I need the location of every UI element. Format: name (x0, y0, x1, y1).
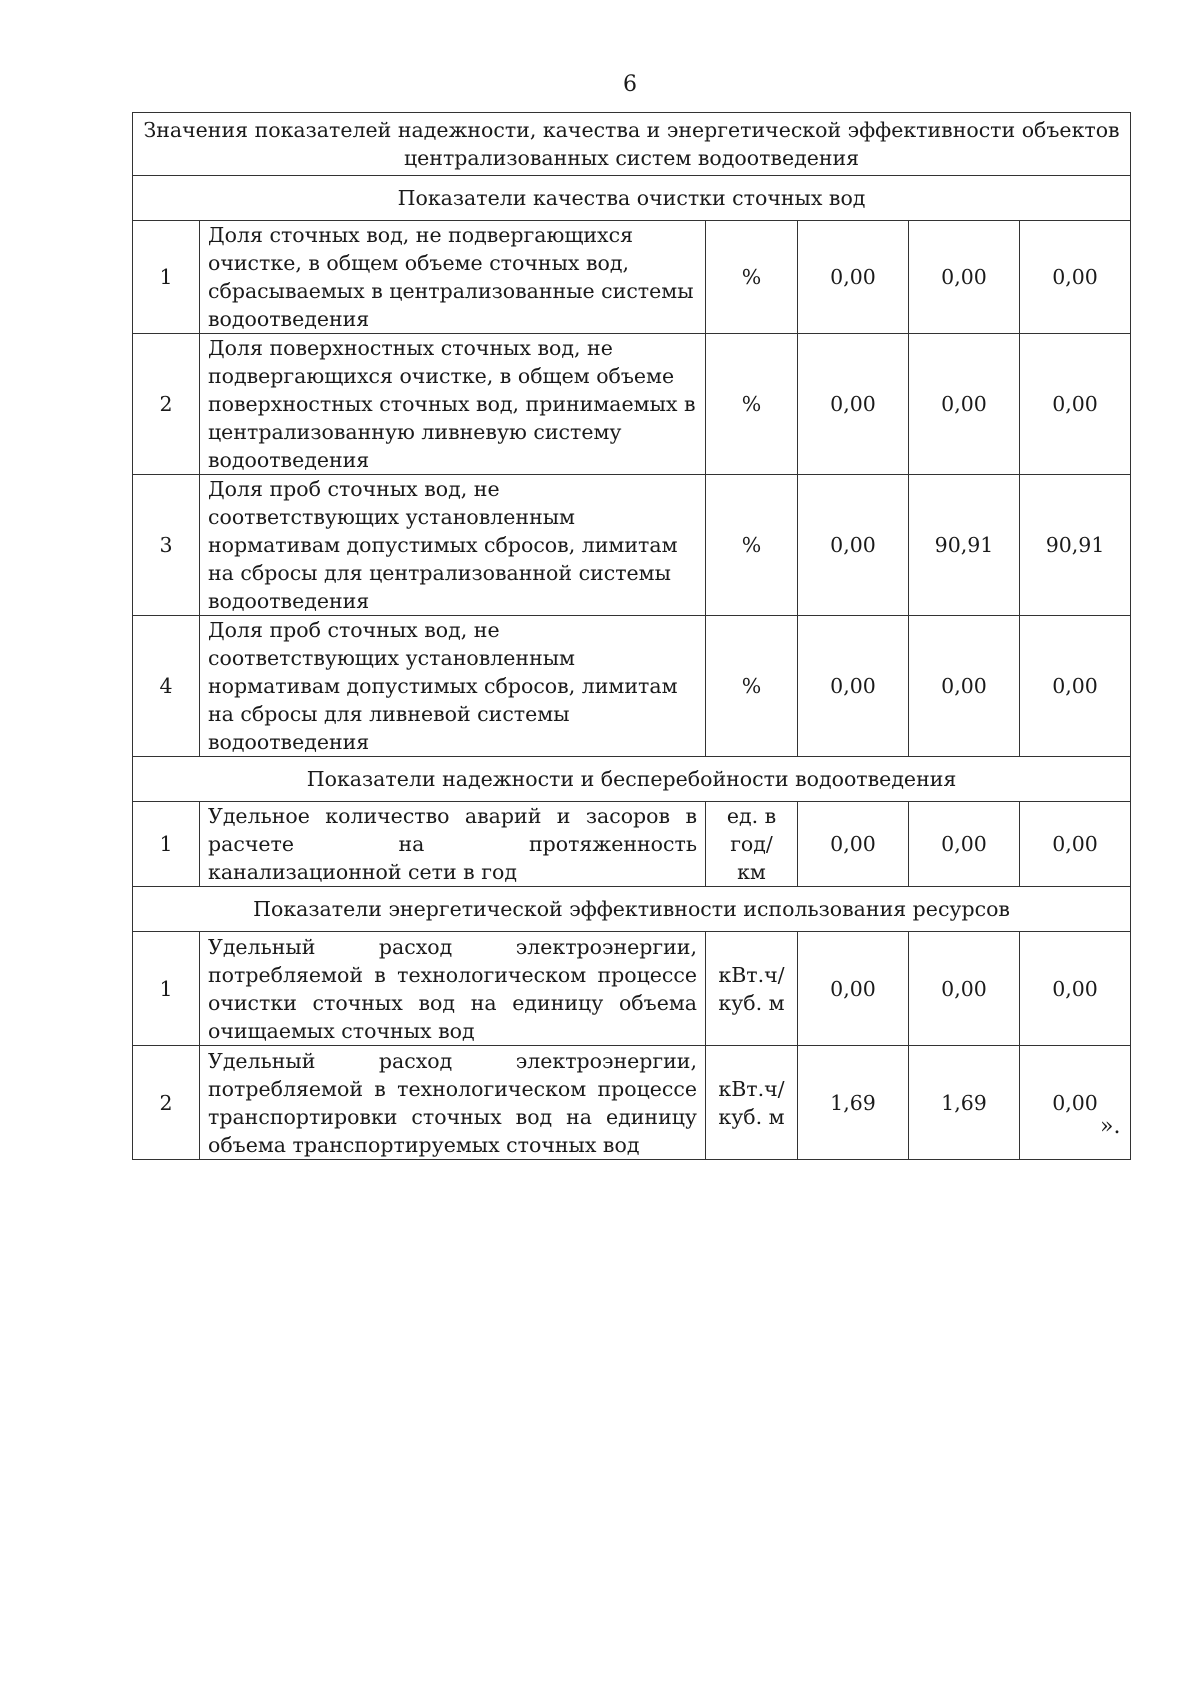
table-title-row (133, 113, 1131, 176)
table-title: Значения показателей надежности, качества и энергетической эффективности объектов централизованных систем водоотведения (133, 113, 1131, 176)
indicator-value-1: 0,00 (798, 616, 909, 757)
row-number: 1 (133, 221, 200, 334)
section-heading-reliability: Показатели надежности и бесперебойности водоотведения (133, 757, 1131, 802)
indicator-name: Доля проб сточных вод, не соответствующих установленным нормативам допустимых сбросов, лимитам на сбросы для ливневой системы водоотведения (200, 616, 706, 757)
section-heading-energy: Показатели энергетической эффективности использования ресурсов (133, 887, 1131, 932)
indicator-unit: % (706, 616, 798, 757)
section-heading-row (133, 176, 1131, 221)
indicator-name: Доля сточных вод, не подвергающихся очистке, в общем объеме сточных вод, сбрасываемых в централизованные системы водоотведения (200, 221, 706, 334)
indicator-value-2: 90,91 (909, 475, 1020, 616)
row-number: 3 (133, 475, 200, 616)
indicator-unit: % (706, 475, 798, 616)
indicator-value-2: 0,00 (909, 616, 1020, 757)
row-number: 4 (133, 616, 200, 757)
table-row (133, 616, 1131, 757)
indicator-name: Доля поверхностных сточных вод, не подвергающихся очистке, в общем объеме поверхностных сточных вод, принимаемых в централизованную ливневую систему водоотведения (200, 334, 706, 475)
indicator-unit: кВт.ч/ куб. м (706, 1046, 798, 1160)
indicator-value-2: 0,00 (909, 802, 1020, 887)
table-row (133, 932, 1131, 1046)
indicator-value-1: 0,00 (798, 802, 909, 887)
indicator-value-1: 0,00 (798, 334, 909, 475)
section-heading-row (133, 887, 1131, 932)
row-number: 2 (133, 1046, 200, 1160)
indicator-value-3: 0,00 (1020, 1046, 1131, 1160)
table-row (133, 802, 1131, 887)
indicators-table (132, 112, 1131, 1160)
indicator-value-1: 1,69 (798, 1046, 909, 1160)
table-row (133, 334, 1131, 475)
table-row (133, 221, 1131, 334)
indicator-value-3: 90,91 (1020, 475, 1131, 616)
indicator-name: Доля проб сточных вод, не соответствующих установленным нормативам допустимых сбросов, лимитам на сбросы для централизованной системы водоотведения (200, 475, 706, 616)
indicator-value-2: 0,00 (909, 221, 1020, 334)
indicator-value-1: 0,00 (798, 932, 909, 1046)
section-heading-row (133, 757, 1131, 802)
indicator-unit: % (706, 221, 798, 334)
indicator-unit: кВт.ч/ куб. м (706, 932, 798, 1046)
indicator-unit: ед. в год/ км (706, 802, 798, 887)
indicator-value-2: 0,00 (909, 334, 1020, 475)
indicator-unit: % (706, 334, 798, 475)
indicator-name: Удельное количество аварий и засоров в расчете на протяженность канализационной сети в год (200, 802, 706, 887)
indicator-value-3: 0,00 (1020, 616, 1131, 757)
indicator-value-3: 0,00 (1020, 932, 1131, 1046)
page-number: 6 (623, 72, 637, 97)
indicator-value-2: 1,69 (909, 1046, 1020, 1160)
table-row (133, 475, 1131, 616)
indicator-name: Удельный расход электроэнергии, потребляемой в технологическом процессе очистки сточных вод на единицу объема очищаемых сточных вод (200, 932, 706, 1046)
section-heading-quality: Показатели качества очистки сточных вод (133, 176, 1131, 221)
indicator-value-3: 0,00 (1020, 221, 1131, 334)
table-row (133, 1046, 1131, 1160)
row-number: 1 (133, 802, 200, 887)
indicator-name: Удельный расход электроэнергии, потребляемой в технологическом процессе транспортировки сточных вод на единицу объема транспортируемых сточных вод (200, 1046, 706, 1160)
row-number: 1 (133, 932, 200, 1046)
indicator-value-1: 0,00 (798, 221, 909, 334)
indicator-value-3: 0,00 (1020, 334, 1131, 475)
row-number: 2 (133, 334, 200, 475)
closing-quote-mark: ». (1100, 1114, 1121, 1139)
indicator-value-2: 0,00 (909, 932, 1020, 1046)
indicator-value-3: 0,00 (1020, 802, 1131, 887)
indicator-value-1: 0,00 (798, 475, 909, 616)
